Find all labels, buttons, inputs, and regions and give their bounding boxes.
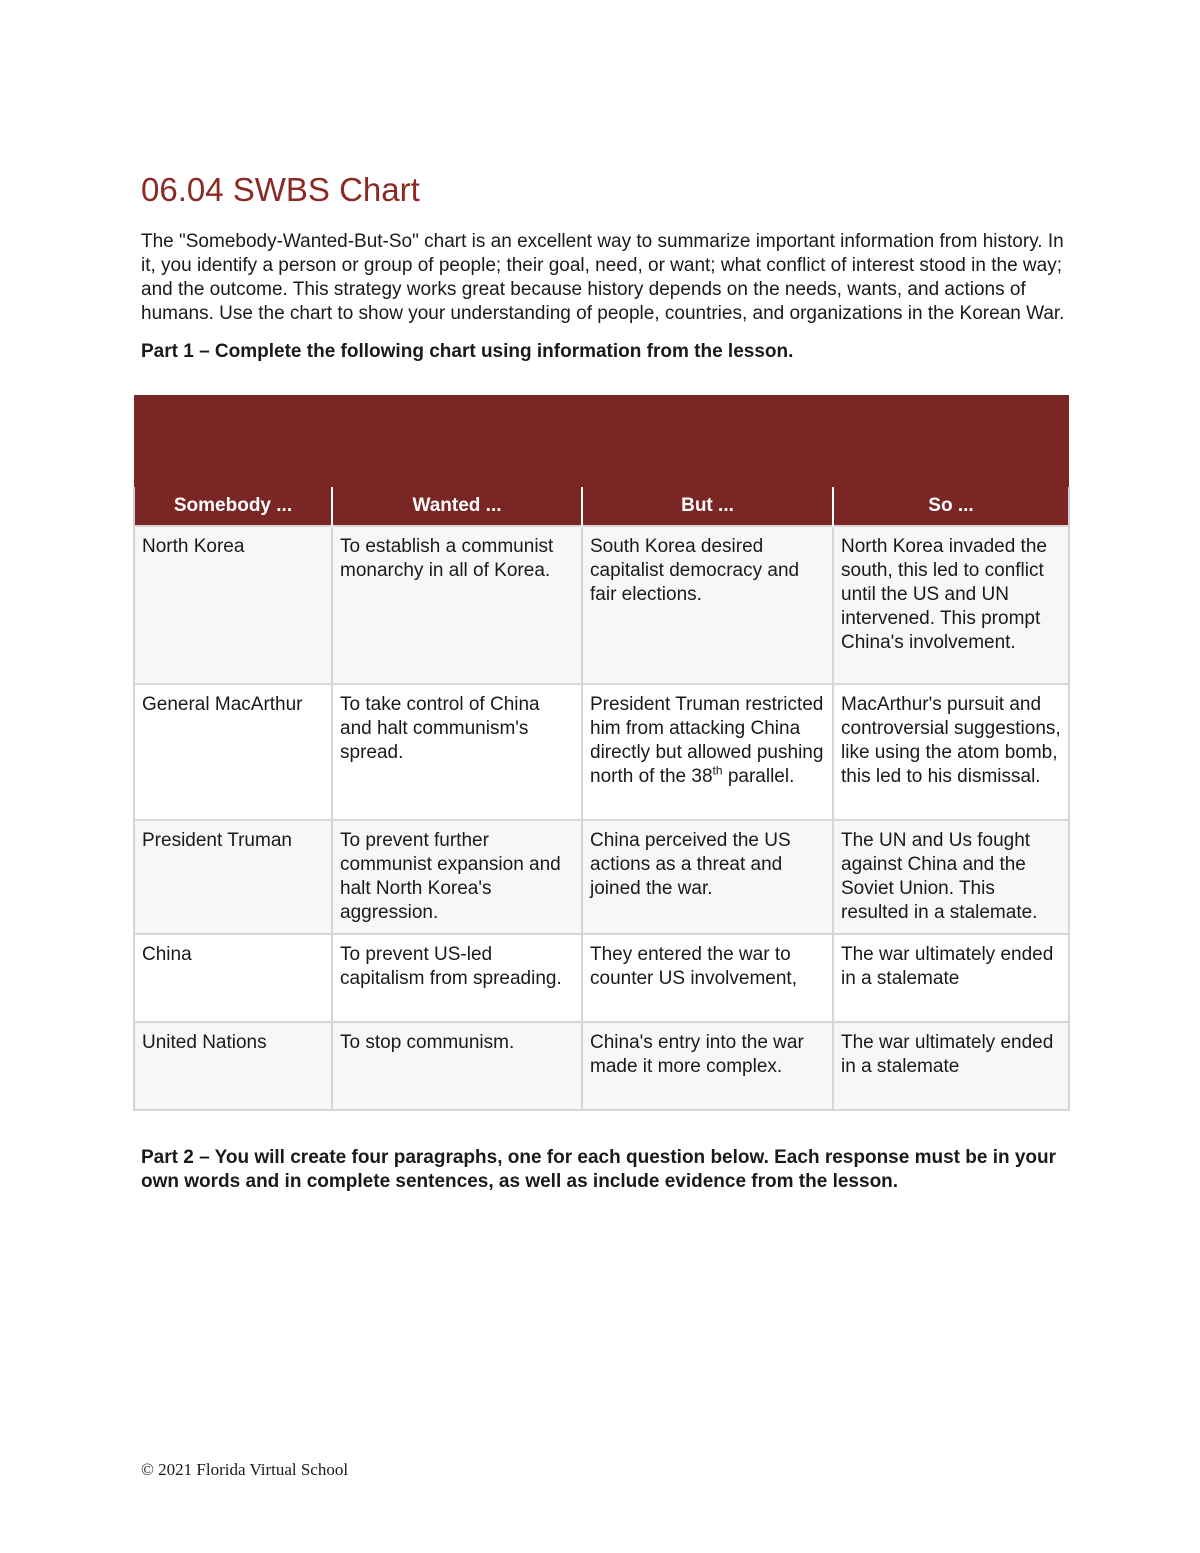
header-wanted: Wanted ... [332, 487, 582, 526]
swbs-table [133, 395, 1070, 1111]
intro-paragraph: The "Somebody-Wanted-But-So" chart is an excellent way to summarize important information from history. In it, you identify a person or group of people; their goal, need, or want; what conflict of interest stood in the way; and the outcome. This strategy works great because history depends on the needs, wants, and actions of humans. Use the chart to show your understanding of people, countries, and organizations in the Korean War. [141, 231, 1065, 324]
table-row [134, 934, 1069, 1022]
cell-wanted: To prevent further communist expansion and halt North Korea's aggression. [332, 820, 582, 934]
cell-somebody: North Korea [134, 526, 332, 684]
cell-but: China's entry into the war made it more complex. [582, 1022, 833, 1110]
cell-but: South Korea desired capitalist democracy and fair elections. [582, 526, 833, 684]
cell-so: North Korea invaded the south, this led to conflict until the US and UN intervened. This prompt China's involvement. [833, 526, 1069, 684]
cell-so: The UN and Us fought against China and the Soviet Union. This resulted in a stalemate. [833, 820, 1069, 934]
document-title: 06.04 SWBS Chart [141, 171, 420, 208]
cell-somebody: China [134, 934, 332, 1022]
table-row [134, 526, 1069, 684]
table-row [134, 820, 1069, 934]
table-row [134, 684, 1069, 820]
cell-but [582, 684, 833, 820]
cell-but-text: President Truman restricted him from attacking China directly but allowed pushing north of the 38 [590, 694, 824, 787]
cell-but: China perceived the US actions as a threat and joined the war. [582, 820, 833, 934]
copyright-footer: © 2021 Florida Virtual School [141, 1460, 349, 1479]
cell-but: They entered the war to counter US involvement, [582, 934, 833, 1022]
cell-somebody: General MacArthur [134, 684, 332, 820]
cell-somebody: President Truman [134, 820, 332, 934]
cell-so: The war ultimately ended in a stalemate [833, 934, 1069, 1022]
part1-instruction: Part 1 – Complete the following chart using information from the lesson. [141, 341, 794, 362]
cell-wanted: To establish a communist monarchy in all of Korea. [332, 526, 582, 684]
cell-wanted: To stop communism. [332, 1022, 582, 1110]
cell-but-text-end: parallel. [722, 766, 795, 787]
superscript-th: th [712, 763, 723, 778]
cell-so: MacArthur's pursuit and controversial suggestions, like using the atom bomb, this led to his dismissal. [833, 684, 1069, 820]
cell-so: The war ultimately ended in a stalemate [833, 1022, 1069, 1110]
document-page [141, 168, 1067, 378]
table-header-row [134, 487, 1069, 526]
cell-wanted: To prevent US-led capitalism from spreading. [332, 934, 582, 1022]
header-somebody: Somebody ... [134, 487, 332, 526]
header-but: But ... [582, 487, 833, 526]
header-so: So ... [833, 487, 1069, 526]
table-header-band [134, 395, 1069, 487]
part2-instruction: Part 2 – You will create four paragraphs, one for each question below. Each response must be in your own words and in complete sentences, as well as include evidence from the lesson. [141, 1147, 1057, 1192]
cell-wanted: To take control of China and halt communism's spread. [332, 684, 582, 820]
table-row [134, 1022, 1069, 1110]
cell-somebody: United Nations [134, 1022, 332, 1110]
